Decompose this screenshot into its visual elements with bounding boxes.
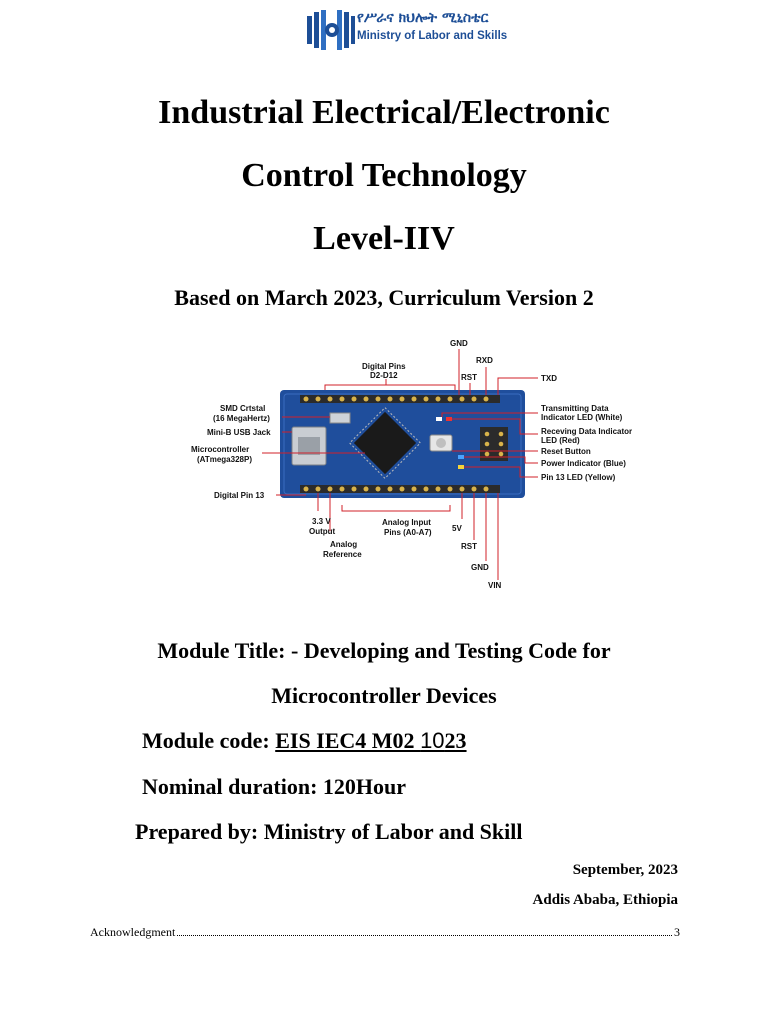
rx-led	[446, 417, 452, 421]
label-analog-in-1: Analog Input	[382, 518, 431, 527]
label-3v3-2: Output	[309, 527, 336, 536]
module-code-label: Module code:	[142, 728, 276, 753]
label-gnd-top: GND	[450, 339, 468, 348]
label-vin: VIN	[488, 581, 502, 590]
toc-leader-dots	[177, 935, 672, 936]
label-txd: TXD	[541, 374, 557, 383]
label-crystal-2: (16 MegaHertz)	[213, 414, 270, 423]
arduino-nano-diagram-image	[180, 335, 640, 595]
label-crystal-1: SMD Crtstal	[220, 404, 266, 413]
module-code-value	[275, 728, 466, 753]
label-rst-bottom: RST	[461, 542, 477, 551]
label-rst-top: RST	[461, 373, 477, 382]
label-gnd-bottom: GND	[471, 563, 489, 572]
module-code-value-part1: EIS IEC4 M02	[275, 728, 421, 753]
label-reset-button: Reset Button	[541, 447, 591, 456]
label-rx-led-2: LED (Red)	[541, 436, 580, 445]
label-digital-pins: Digital Pins	[362, 362, 406, 371]
publication-date: September, 2023	[572, 862, 678, 878]
icsp-header	[480, 427, 508, 461]
curriculum-subtitle: Based on March 2023, Curriculum Version 2	[174, 285, 594, 310]
logo-text-amharic: የሥራና ክህሎት ሚኒስቴር	[357, 10, 489, 26]
label-digital-pin13: Digital Pin 13	[214, 491, 265, 500]
label-analog-in-2: Pins (A0-A7)	[384, 528, 432, 537]
prepared-by: Prepared by: Ministry of Labor and Skill	[135, 819, 523, 844]
toc-entry-page: 3	[674, 925, 680, 939]
toc-entry[interactable]	[90, 925, 680, 940]
label-rxd: RXD	[476, 356, 493, 365]
label-mcu-1: Microcontroller	[191, 445, 250, 454]
module-title-line2: Microcontroller Devices	[271, 683, 497, 708]
module-title-line1: Module Title: - Developing and Testing Code for	[157, 638, 611, 663]
label-usb-jack: Mini-B USB Jack	[207, 428, 271, 437]
label-pin13-led: Pin 13 LED (Yellow)	[541, 473, 616, 482]
logo-text-english: Ministry of Labor and Skills	[357, 30, 508, 42]
publication-location: Addis Ababa, Ethiopia	[532, 892, 678, 908]
module-code	[142, 728, 467, 754]
label-power-indicator: Power Indicator (Blue)	[541, 459, 626, 468]
document-title-line3: Level-IIV	[313, 220, 455, 257]
label-aref-1: Analog	[330, 540, 358, 549]
document-title-line2: Control Technology	[241, 157, 527, 194]
power-led	[458, 455, 464, 459]
label-5v: 5V	[452, 524, 462, 533]
label-rx-led-1: Receving Data Indicator	[541, 427, 633, 436]
bottom-pin-header	[300, 485, 500, 493]
document-title-line1: Industrial Electrical/Electronic	[158, 94, 610, 131]
top-pin-header	[300, 395, 500, 403]
label-digital-pins-range: D2-D12	[370, 371, 398, 380]
crystal	[330, 413, 350, 423]
module-code-value-part3: 23	[444, 728, 467, 753]
arduino-nano-diagram	[180, 335, 640, 595]
label-tx-led-2: Indicator LED (White)	[541, 413, 623, 422]
label-aref-2: Reference	[323, 550, 362, 559]
toc-entry-title: Acknowledgment	[90, 925, 176, 939]
label-tx-led-1: Transmitting Data	[541, 404, 609, 413]
tx-led	[436, 417, 442, 421]
label-mcu-2: (ATmega328P)	[197, 455, 252, 464]
pin13-led	[458, 465, 464, 469]
ministry-logo-icon	[305, 8, 355, 50]
module-code-value-part2: 10	[420, 728, 445, 753]
label-3v3-1: 3.3 V	[312, 517, 331, 526]
nominal-duration: Nominal duration: 120Hour	[142, 774, 407, 799]
